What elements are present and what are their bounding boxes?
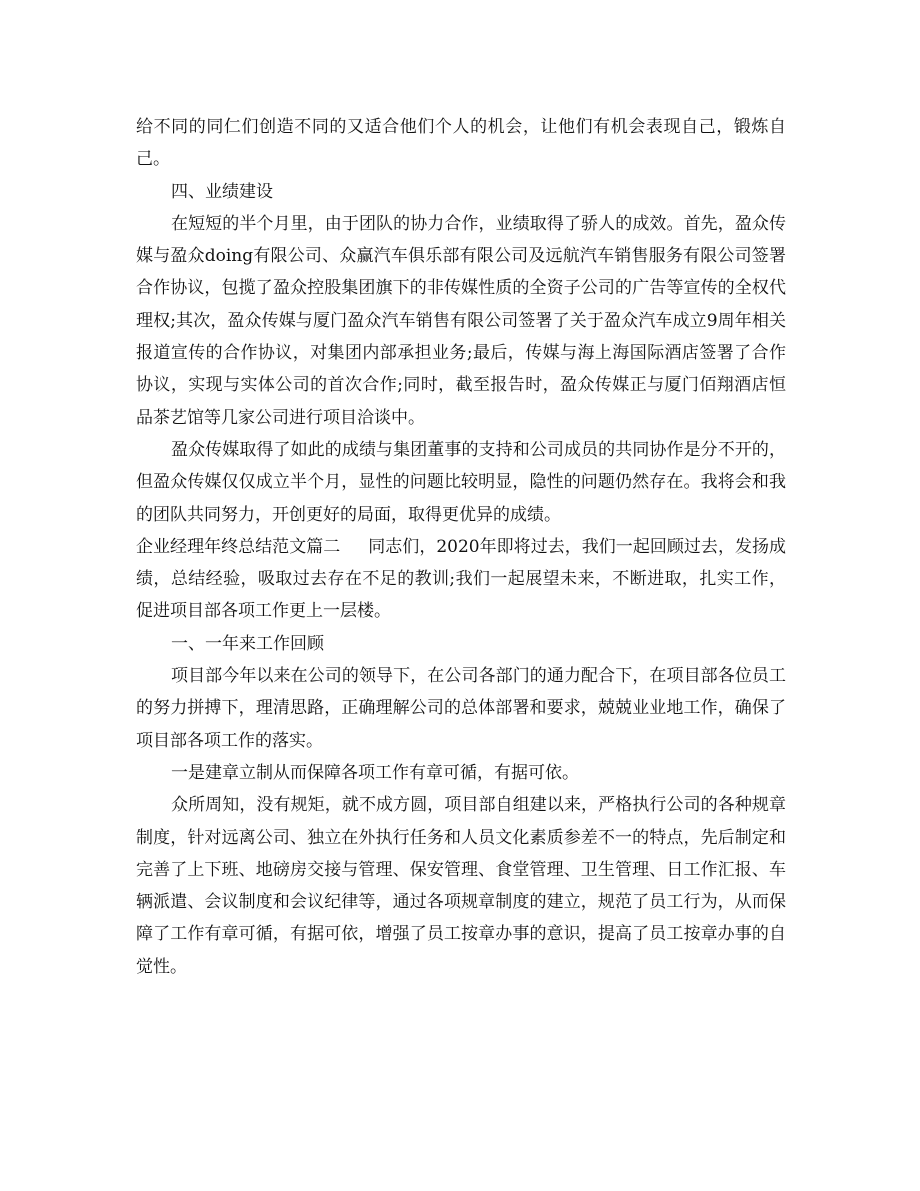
section-title: 企业经理年终总结范文篇二	[136, 536, 341, 557]
paragraph-achievement: 盈众传媒取得了如此的成绩与集团董事的支持和公司成员的共同协作是分不开的，但盈众传媒仅仅成立半个月，显性的问题比较明显，隐性的问题仍然存在。我将会和我的团队共同努力，开创更好的局面，取得更优异的成绩。	[136, 439, 786, 525]
paragraph-opportunity: 给不同的同仁们创造不同的又适合他们个人的机会，让他们有机会表现自己，锻炼自己。	[136, 117, 786, 170]
paragraph-performance: 在短短的半个月里，由于团队的协力合作，业绩取得了骄人的成效。首先，盈众传媒与盈众doing有限公司、众赢汽车俱乐部有限公司及远航汽车销售服务有限公司签署合作协议，包揽了盈众控股集团旗下的非传媒性质的全资子公司的广告等宣传的全权代理权;其次，盈众传媒与厦门盈众汽车销售有限公司签署了关于盈众汽车成立9周年相关报道宣传的合作协议，对集团内部承担业务;最后，传媒与海上海国际酒店签署了合作协议，实现与实体公司的首次合作;同时，截至报告时，盈众传媒正与厦门佰翔酒店恒品茶艺馆等几家公司进行项目洽谈中。	[136, 213, 786, 428]
document-body	[136, 111, 786, 983]
section-two-intro	[136, 531, 786, 628]
paragraph-rules-title: 一是建章立制从而保障各项工作有章可循，有据可依。	[171, 762, 579, 783]
paragraph-rules: 众所周知，没有规矩，就不成方圆，项目部自组建以来，严格执行公司的各种规章制度，针对远离公司、独立在外执行任务和人员文化素质参差不一的特点，先后制定和完善了上下班、地磅房交接与管理、保安管理、食堂管理、卫生管理、日工作汇报、车辆派遣、会议制度和会议纪律等，通过各项规章制度的建立，规范了员工行为，从而保障了工作有章可循，有据可依，增强了员工按章办事的意识，提高了员工按章办事的自觉性。	[136, 795, 786, 977]
section-intro-text: 同志们，2020年即将过去，我们一起回顾过去，发扬成绩，总结经验，吸取过去存在不足的教训;我们一起展望未来，不断进取，扎实工作，促进项目部各项工作更上一层楼。	[136, 536, 787, 622]
heading-work-review: 一、一年来工作回顾	[171, 633, 324, 654]
paragraph-work-review: 项目部今年以来在公司的领导下，在公司各部门的通力配合下，在项目部各位员工的努力拼搏下，理清思路，正确理解公司的总体部署和要求，兢兢业业地工作，确保了项目部各项工作的落实。	[136, 666, 786, 751]
heading-performance: 四、业绩建设	[171, 181, 273, 202]
